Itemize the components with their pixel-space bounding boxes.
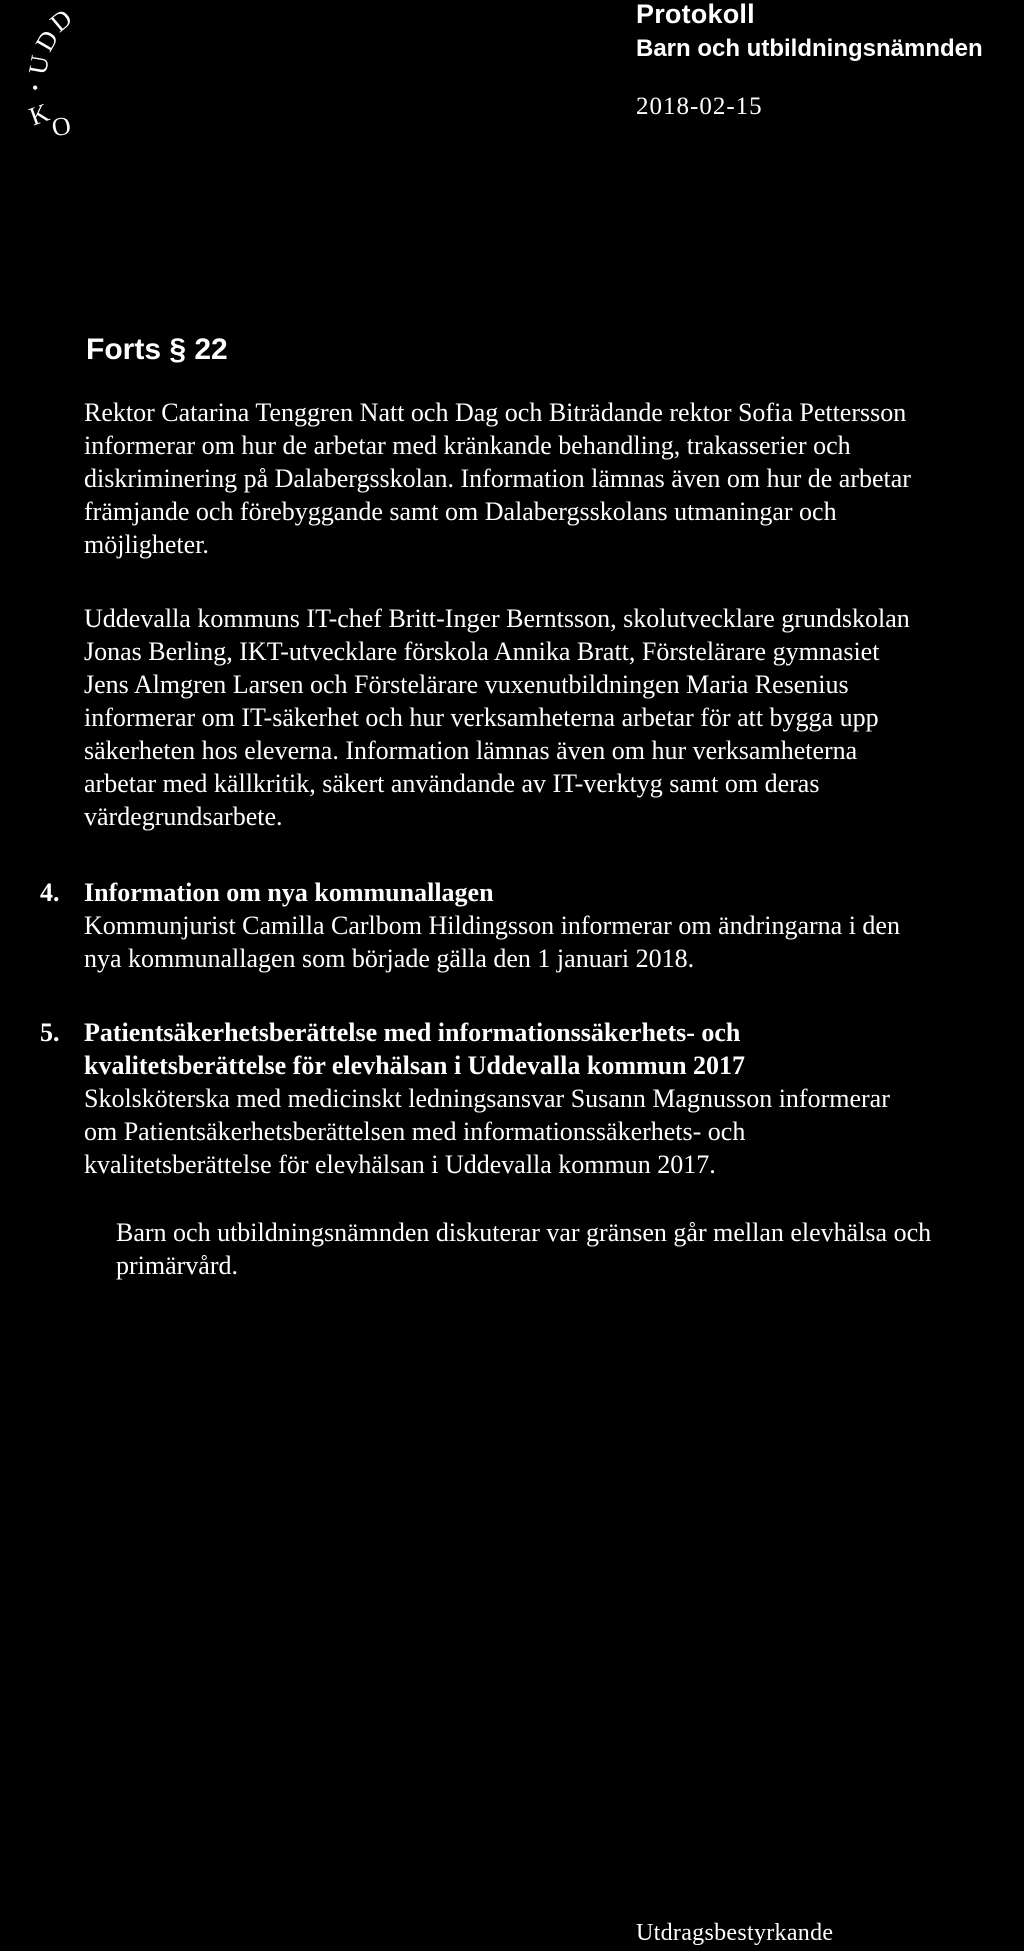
certification-label: Utdragsbestyrkande: [636, 1920, 834, 1946]
stamp-letter: •: [32, 78, 39, 98]
stamp-letter: U: [22, 53, 55, 77]
stamp-letter: D: [29, 25, 65, 57]
meeting-date: 2018-02-15: [636, 93, 763, 120]
paragraph-bullying-info: Rektor Catarina Tenggren Natt och Dag och Biträdande rektor Sofia Pettersson informerar om hur de arbetar med kränkande behandling, trakasserier och diskriminering på Dalabergsskolan. Information lämnas även om hur de arbetar främjande och förebyggande samt om Dalabergsskolans utmaningar och möjligheter.: [84, 398, 911, 559]
agenda-item-number: 4.: [40, 878, 60, 907]
agenda-item-body: Skolsköterska med medicinskt ledningsansvar Susann Magnusson informerar om Patientsäkerhetsberättelsen med informationssäkerhets- och kvalitetsberättelse för elevhälsan i Uddevalla kommun 2017.: [84, 1084, 890, 1179]
paragraph-it-security: Uddevalla kommuns IT-chef Britt-Inger Berntsson, skolutvecklare grundskolan Jonas Berling, IKT-utvecklare förskola Annika Bratt, Förstelärare gymnasiet Jens Almgren Larsen och Förstelärare vuxenutbildningen Maria Resenius informerar om IT-säkerhet och hur verksamheterna arbetar för att bygga upp säkerheten hos eleverna. Information lämnas även om hur verksamheterna arbetar med källkritik, säkert användande av IT-verktyg samt om deras värdegrundsarbete.: [84, 604, 910, 831]
agenda-item-title: Patientsäkerhetsberättelse med informationssäkerhets- och kvalitetsberättelse för elevhälsan i Uddevalla kommun 2017: [84, 1018, 746, 1080]
committee-name: Barn och utbildningsnämnden: [636, 35, 983, 62]
stamp-letter: D: [44, 3, 78, 38]
discussion-paragraph: Barn och utbildningsnämnden diskuterar var gränsen går mellan elevhälsa och primärvård.: [116, 1218, 932, 1280]
agenda-item-body: Kommunjurist Camilla Carlbom Hildingsson informerar om ändringarna i den nya kommunallagen som började gälla den 1 januari 2018.: [84, 911, 900, 973]
stamp-letter: K: [25, 97, 54, 132]
agenda-item-number: 5.: [40, 1018, 60, 1047]
section-heading: Forts § 22: [86, 333, 228, 366]
document-title: Protokoll: [636, 0, 755, 29]
stamp-letter: O: [49, 110, 74, 143]
agenda-item-title: Information om nya kommunallagen: [84, 878, 494, 907]
municipal-stamp: [0, 0, 110, 143]
